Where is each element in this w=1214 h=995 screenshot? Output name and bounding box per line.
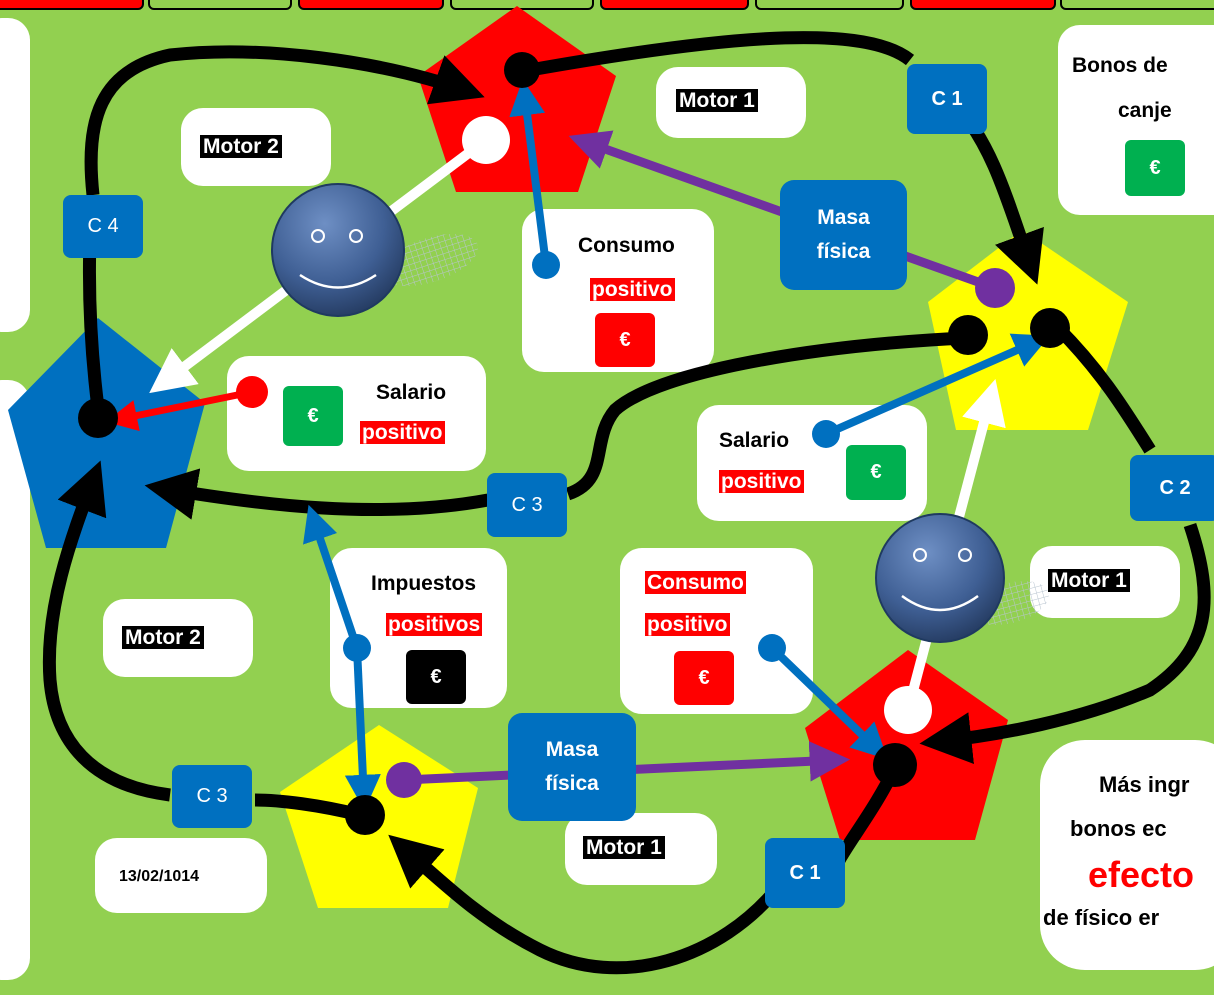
black-loop-top-b xyxy=(960,110,1032,270)
white-dot-top xyxy=(462,116,510,164)
consumo-bottom-title xyxy=(645,570,746,596)
white-dot-bottom xyxy=(884,686,932,734)
salario-right-positivo-text: positivo xyxy=(721,470,802,493)
blue-arrow-impuestos-up xyxy=(312,515,357,648)
consumo-top-positivo xyxy=(590,277,675,303)
node-bottom xyxy=(345,795,385,835)
salario-right-positivo xyxy=(719,469,804,495)
masa-bottom-line2: física xyxy=(545,772,599,795)
salario-left-positivo-text: positivo xyxy=(362,421,443,444)
smiley-face-top-icon xyxy=(272,184,404,316)
node-top xyxy=(504,52,540,88)
blue-dot-consumo-top xyxy=(532,251,560,279)
consumo-bottom-title-text: Consumo xyxy=(647,571,744,594)
blue-dot-impuestos xyxy=(343,634,371,662)
consumo-bottom-positivo-text: positivo xyxy=(647,613,728,636)
red-pentagon-bottom xyxy=(805,650,1008,840)
euro-chip-salario-right: € xyxy=(846,445,906,500)
salario-left-title: Salario xyxy=(376,381,447,404)
node-left xyxy=(78,398,118,438)
c4-label: C 4 xyxy=(63,195,143,258)
consumo-bottom-positivo xyxy=(645,612,730,638)
consumo-top-positivo-text: positivo xyxy=(592,278,673,301)
motor1-top-label xyxy=(676,88,758,114)
motor2-top-label xyxy=(200,134,282,160)
c1-top-label: C 1 xyxy=(907,64,987,134)
c2-label: C 2 xyxy=(1130,455,1214,521)
right-note-line2: bonos ec xyxy=(1070,816,1167,841)
motor1-right-label xyxy=(1048,568,1130,594)
black-loop-c3-mid-arrow xyxy=(160,488,488,510)
masa-top-line2: física xyxy=(816,240,871,263)
euro-chip-bonos: € xyxy=(1125,140,1185,196)
motor1-right-text: Motor 1 xyxy=(1048,569,1130,592)
right-note-line3: efecto xyxy=(1088,854,1195,895)
impuestos-positivos xyxy=(386,612,482,638)
black-loop-top-a xyxy=(530,38,910,70)
black-loop-left-top xyxy=(91,52,470,195)
date-label: 13/02/1014 xyxy=(119,868,200,885)
purple-dot-top xyxy=(975,268,1015,308)
euro-chip-salario-left: € xyxy=(283,386,343,446)
black-loop-left-down xyxy=(89,238,98,408)
masa-bottom-line1: Masa xyxy=(545,738,599,761)
bonos-title-line2: canje xyxy=(1118,99,1172,122)
consumo-top-title: Consumo xyxy=(578,234,675,257)
node-bottom-right xyxy=(873,743,917,787)
masa-top-line1: Masa xyxy=(817,206,870,229)
node-right-a xyxy=(948,315,988,355)
purple-dot-bottom xyxy=(386,762,422,798)
impuestos-title: Impuestos xyxy=(371,572,477,595)
motor1-bottom-text: Motor 1 xyxy=(583,836,665,859)
euro-chip-consumo-top: € xyxy=(595,313,655,367)
euro-chip-consumo-bottom: € xyxy=(674,651,734,705)
motor1-bottom-label xyxy=(583,835,665,861)
node-right-b xyxy=(1030,308,1070,348)
blue-dot-consumo-bottom xyxy=(758,634,786,662)
c3-bottom-label: C 3 xyxy=(172,765,252,828)
masa-fisica-bottom xyxy=(508,713,636,821)
right-note-line1: Más ingr xyxy=(1099,772,1190,797)
impuestos-positivos-text: positivos xyxy=(388,613,481,636)
salario-left-positivo xyxy=(360,420,445,446)
blue-dot-salario-right xyxy=(812,420,840,448)
motor2-bottom-label xyxy=(122,625,204,651)
motor1-top-text: Motor 1 xyxy=(676,89,758,112)
right-note-line4: de físico er xyxy=(1043,905,1160,930)
motor2-top-text: Motor 2 xyxy=(200,135,282,158)
bonos-title-line1: Bonos de xyxy=(1072,54,1168,77)
red-dot-salario xyxy=(236,376,268,408)
motor2-bottom-text: Motor 2 xyxy=(122,626,204,649)
salario-right-title: Salario xyxy=(719,429,790,452)
smiley-face-bottom-icon xyxy=(876,514,1004,642)
masa-fisica-top xyxy=(780,180,907,290)
euro-chip-impuestos: € xyxy=(406,650,466,704)
c1-bottom-label: C 1 xyxy=(765,838,845,908)
c3-mid-label: C 3 xyxy=(487,473,567,537)
